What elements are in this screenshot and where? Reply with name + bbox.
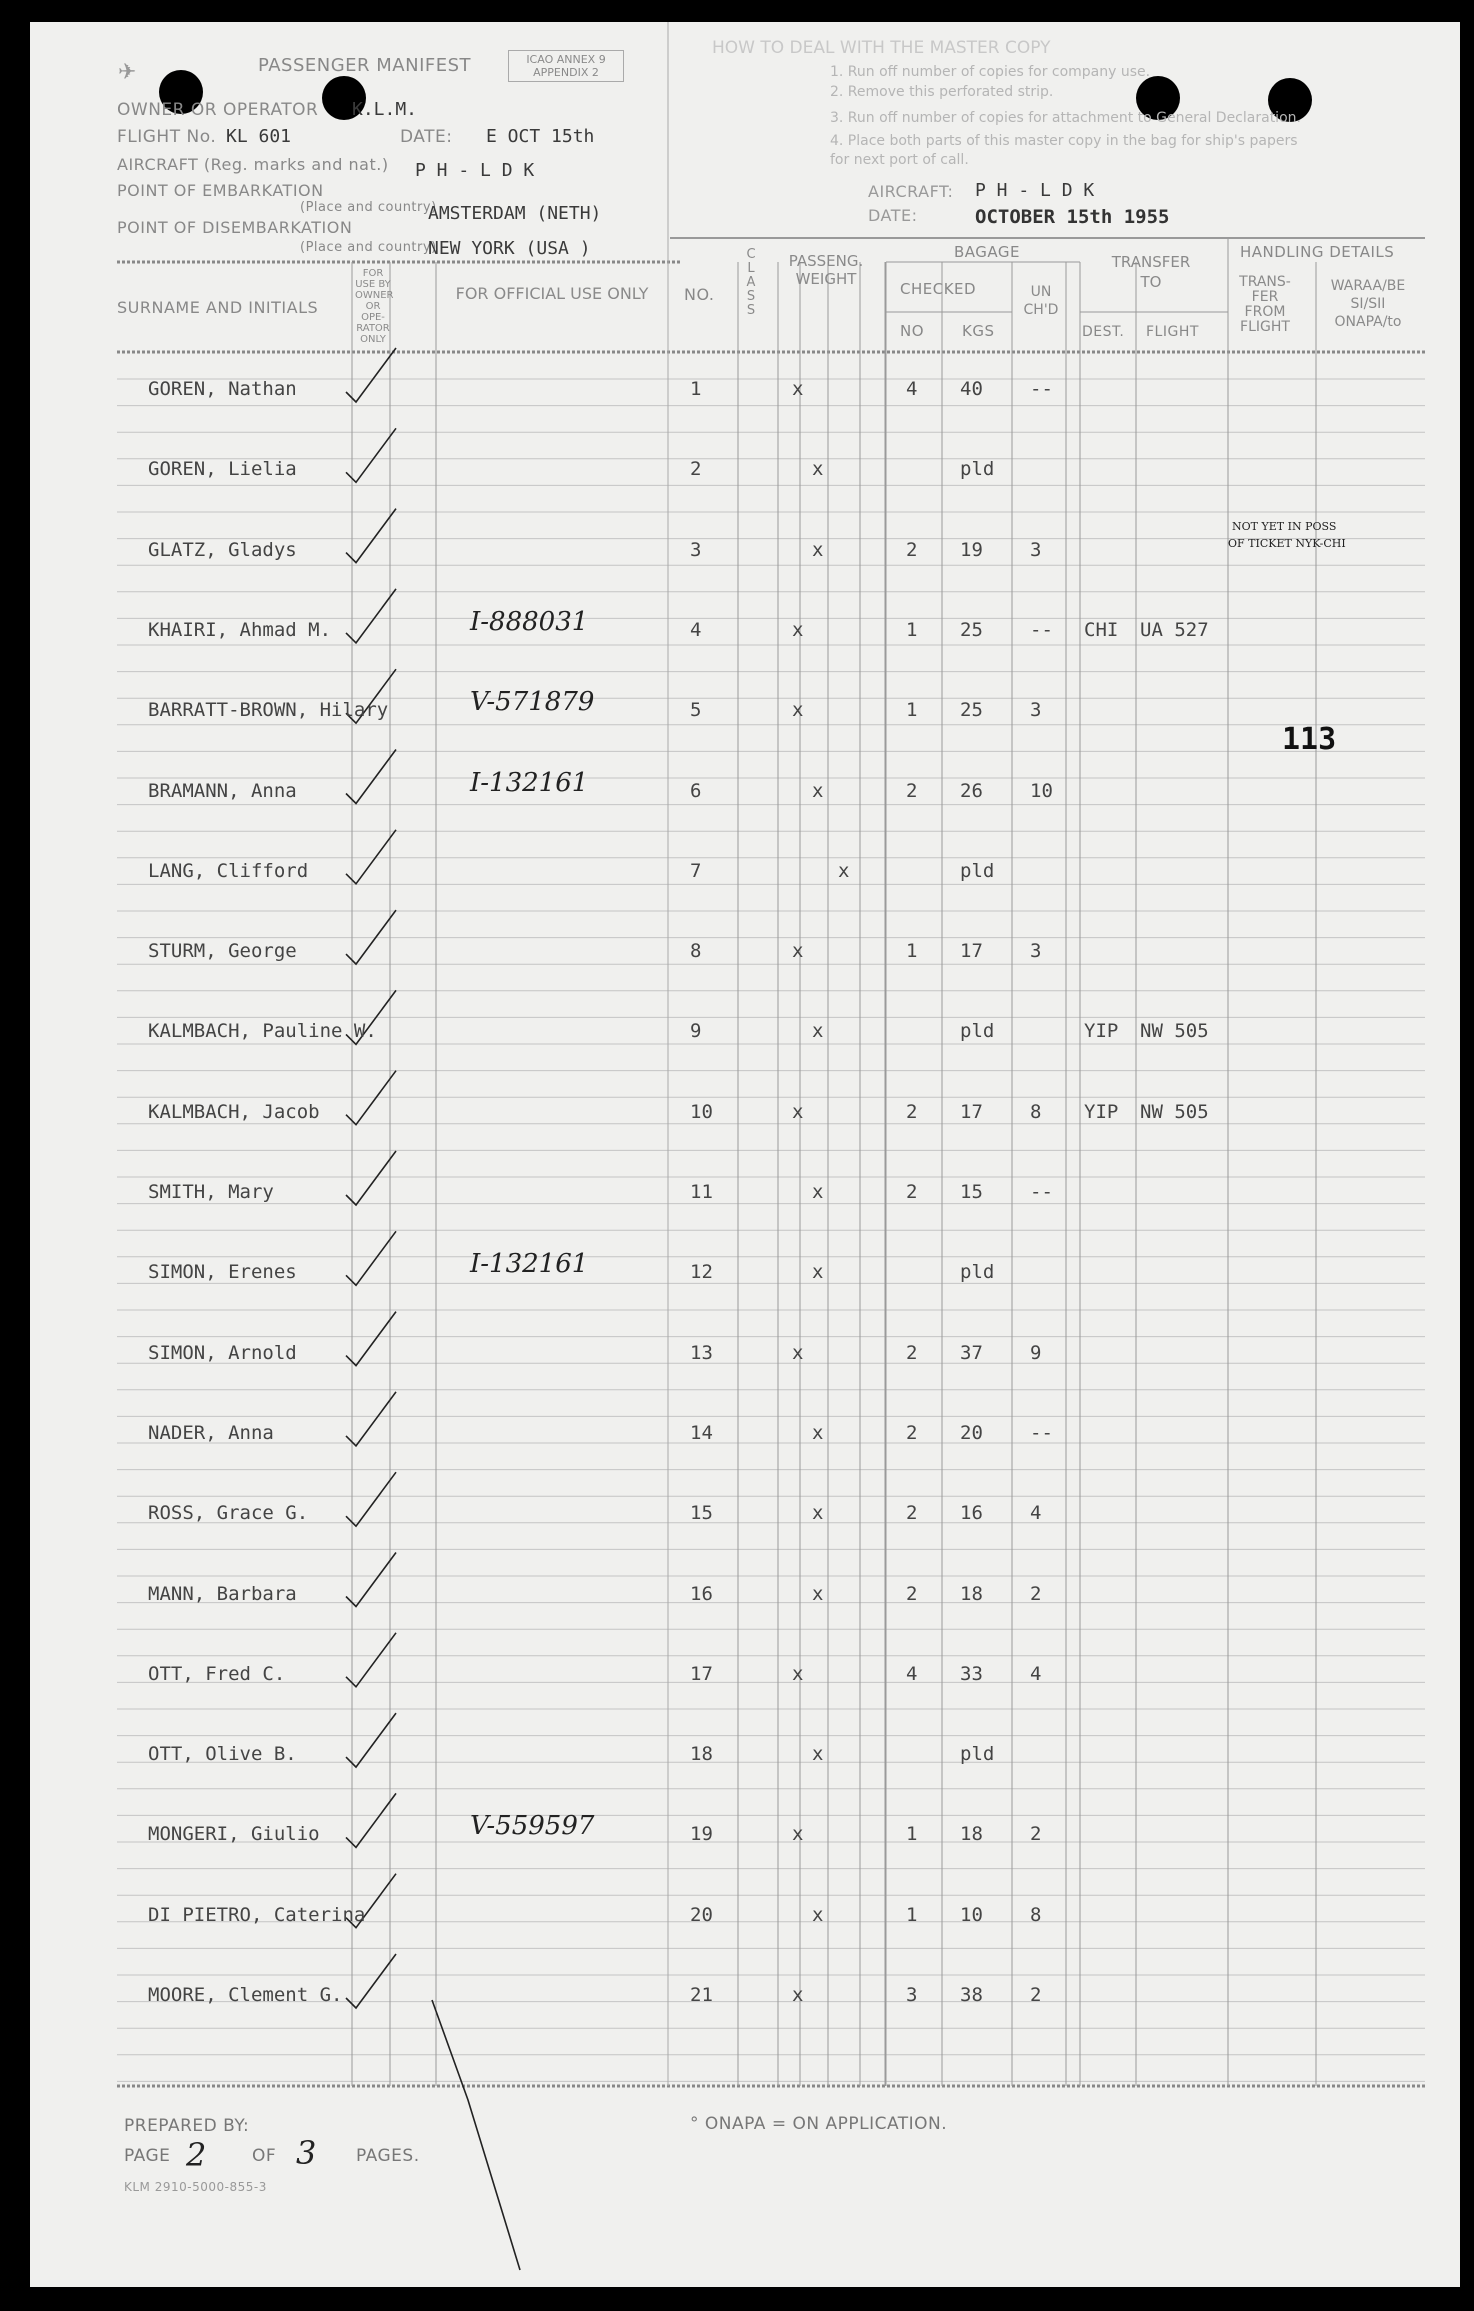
passenger-name: OTT, Fred C. (148, 1662, 286, 1685)
bag-kgs: 18 (960, 1582, 983, 1605)
master-copy-step: 3. Run off number of copies for attachment to General Declaration. (830, 110, 1301, 126)
check-mark-icon (346, 1151, 396, 1205)
page-label: PAGE (124, 2146, 171, 2166)
unchecked-bags: 2 (1030, 1984, 1042, 2006)
class-mark: x (792, 618, 804, 641)
master-copy-step: 4. Place both parts of this master copy in the bag for ship's papers (830, 133, 1298, 149)
pen-stroke (432, 2000, 520, 2270)
col-flight: FLIGHT (1146, 324, 1199, 340)
disembark-value: NEW YORK (USA ) (428, 238, 591, 259)
bag-kgs: 38 (960, 1984, 983, 2006)
unchecked-bags: 4 (1030, 1502, 1042, 1525)
mc-aircraft-label: AIRCRAFT: (868, 182, 954, 201)
class-mark: x (812, 779, 824, 802)
check-mark-icon (346, 1793, 396, 1847)
passenger-no: 9 (690, 1020, 702, 1043)
class-mark: x (812, 1261, 824, 1284)
unchecked-bags: -- (1030, 378, 1053, 400)
class-mark: x (792, 1823, 804, 1846)
official-visa-number: V-559597 (470, 1811, 595, 1842)
passenger-name: GOREN, Nathan (148, 378, 297, 400)
bag-count: 2 (906, 1502, 918, 1525)
bag-count: 4 (906, 1662, 918, 1685)
class-mark: x (792, 1662, 804, 1685)
bag-kgs: pld (960, 1743, 995, 1766)
unchecked-bags: 4 (1030, 1662, 1042, 1685)
passenger-name: MONGERI, Giulio (148, 1823, 320, 1846)
passenger-no: 11 (690, 1181, 713, 1203)
transfer-dest: YIP (1084, 1020, 1119, 1043)
passenger-no: 2 (690, 458, 702, 481)
passenger-name: NADER, Anna (148, 1421, 274, 1444)
passenger-no: 8 (690, 940, 702, 963)
class-mark: x (792, 699, 804, 722)
bag-kgs: 10 (960, 1903, 983, 1926)
col-bag-kgs: KGS (962, 322, 995, 340)
passenger-name: OTT, Olive B. (148, 1743, 297, 1766)
bag-kgs: 16 (960, 1502, 983, 1525)
transfer-flight: NW 505 (1140, 1100, 1209, 1123)
passenger-name: ROSS, Grace G. (148, 1502, 309, 1525)
disembark-label: POINT OF DISEMBARKATION (117, 218, 353, 237)
bag-kgs: 18 (960, 1823, 983, 1846)
passenger-no: 5 (690, 699, 702, 722)
col-owner-use: FOR USE BY OWNER OR OPE- RATOR ONLY (355, 268, 394, 345)
col-transfer-from: TRANS- FER FROM FLIGHT (1239, 274, 1291, 335)
passenger-name: SIMON, Arnold (148, 1341, 297, 1364)
bag-count: 3 (906, 1984, 918, 2006)
unchecked-bags: 3 (1030, 538, 1042, 561)
flight-value: KL 601 (226, 126, 292, 147)
passenger-no: 12 (690, 1261, 713, 1284)
passenger-name: MANN, Barbara (148, 1582, 297, 1605)
bag-count: 4 (906, 378, 918, 400)
transfer-flight: NW 505 (1140, 1020, 1209, 1043)
col-surname: SURNAME AND INITIALS (117, 298, 319, 317)
check-mark-icon (346, 830, 396, 884)
passenger-name: DI PIETRO, Caterina (148, 1903, 366, 1926)
transfer-flight: UA 527 (1140, 618, 1209, 641)
check-mark-icon (346, 589, 396, 643)
class-mark: x (812, 1582, 824, 1605)
bag-kgs: 15 (960, 1181, 983, 1203)
check-mark-icon (346, 1553, 396, 1607)
official-visa-number: V-571879 (470, 687, 595, 718)
col-checked: CHECKED (900, 280, 977, 298)
embark-value: AMSTERDAM (NETH) (428, 203, 602, 224)
check-mark-icon (346, 1633, 396, 1687)
class-mark: x (792, 1984, 804, 2006)
passenger-name: MOORE, Clement G. (148, 1984, 343, 2006)
bag-count: 2 (906, 1341, 918, 1364)
date-value: E OCT 15th (486, 126, 595, 147)
unchecked-bags: 2 (1030, 1823, 1042, 1846)
passenger-name: BRAMANN, Anna (148, 779, 297, 802)
col-handling: HANDLING DETAILS (1240, 243, 1395, 261)
passenger-no: 10 (690, 1100, 713, 1123)
check-mark-icon (346, 750, 396, 804)
check-mark-icon (346, 1392, 396, 1446)
passenger-no: 21 (690, 1984, 713, 2006)
check-mark-icon (346, 428, 396, 482)
unchecked-bags: 2 (1030, 1582, 1042, 1605)
class-mark: x (812, 1903, 824, 1926)
bag-count: 2 (906, 538, 918, 561)
unchecked-bags: 8 (1030, 1100, 1042, 1123)
check-mark-icon (346, 509, 396, 563)
disembark-sub: (Place and country) (300, 240, 437, 255)
class-mark: x (792, 1341, 804, 1364)
bag-kgs: 26 (960, 779, 983, 802)
transfer-dest: CHI (1084, 618, 1119, 641)
form-title: PASSENGER MANIFEST (258, 55, 472, 76)
handling-note: NOT YET IN POSS (1232, 520, 1337, 533)
col-class: CLASS (746, 247, 756, 318)
owner-label: OWNER OR OPERATOR (117, 100, 319, 120)
class-mark: x (812, 458, 824, 481)
aircraft-value: P H - L D K (415, 160, 535, 181)
passenger-name: BARRATT-BROWN, Hilary (148, 699, 389, 722)
bag-kgs: 37 (960, 1341, 983, 1364)
passenger-no: 7 (690, 859, 702, 882)
bag-kgs: 17 (960, 940, 983, 963)
passenger-no: 6 (690, 779, 702, 802)
col-bag-no: NO (900, 322, 925, 340)
bag-count: 1 (906, 699, 918, 722)
check-mark-icon (346, 348, 396, 402)
unchecked-bags: -- (1030, 1181, 1053, 1203)
master-copy-title: HOW TO DEAL WITH THE MASTER COPY (712, 38, 1051, 58)
unchecked-bags: 10 (1030, 779, 1053, 802)
official-visa-number: I-132161 (470, 1249, 589, 1280)
owner-value: K.L.M. (352, 99, 418, 120)
col-transfer: TRANSFER TO (1111, 253, 1191, 291)
check-mark-icon (346, 1231, 396, 1285)
flight-label: FLIGHT No. (117, 127, 217, 147)
class-mark: x (812, 1020, 824, 1043)
date-label: DATE: (400, 127, 453, 147)
mc-date-label: DATE: (868, 206, 918, 225)
official-visa-number: I-888031 (470, 606, 589, 637)
class-mark: x (812, 1502, 824, 1525)
bag-kgs: pld (960, 1261, 995, 1284)
mc-aircraft-value: P H - L D K (975, 180, 1095, 201)
passenger-no: 14 (690, 1421, 713, 1444)
passenger-name: KALMBACH, Jacob (148, 1100, 320, 1123)
airline-logo-icon: ✈ (118, 60, 137, 85)
of-label: OF (252, 2146, 277, 2166)
class-mark: x (792, 378, 804, 400)
handling-note: OF TICKET NYK-CHI (1228, 537, 1346, 550)
bag-count: 2 (906, 1181, 918, 1203)
bag-kgs: 17 (960, 1100, 983, 1123)
bag-kgs: 33 (960, 1662, 983, 1685)
bag-kgs: pld (960, 458, 995, 481)
bag-count: 2 (906, 1100, 918, 1123)
class-mark: x (812, 1743, 824, 1766)
prepared-by-label: PREPARED BY: (124, 2116, 250, 2136)
class-mark: x (792, 940, 804, 963)
unchecked-bags: 9 (1030, 1341, 1042, 1364)
mc-date-value: OCTOBER 15th 1955 (975, 206, 1170, 228)
col-bagage: BAGAGE (954, 243, 1021, 261)
col-passeng: PASSENG. WEIGHT (788, 252, 864, 288)
passenger-name: KALMBACH, Pauline W. (148, 1020, 377, 1043)
col-unchd: UN CH'D (1023, 284, 1059, 318)
check-mark-icon (346, 1312, 396, 1366)
onapa-note: ° ONAPA = ON APPLICATION. (690, 2114, 948, 2134)
bag-count: 1 (906, 618, 918, 641)
col-waraa: WARAA/BE SI/SII ONAPA/to (1330, 278, 1406, 330)
passenger-name: GLATZ, Gladys (148, 538, 297, 561)
passenger-no: 16 (690, 1582, 713, 1605)
class-mark: x (812, 1421, 824, 1444)
official-visa-number: I-132161 (470, 767, 589, 798)
class-mark: x (838, 859, 850, 882)
class-mark: x (812, 1181, 824, 1203)
transfer-dest: YIP (1084, 1100, 1119, 1123)
embark-sub: (Place and country) (300, 200, 437, 215)
bag-kgs: 25 (960, 699, 983, 722)
bag-count: 2 (906, 1421, 918, 1444)
passenger-no: 19 (690, 1823, 713, 1846)
of-value: 3 (296, 2134, 317, 2172)
aircraft-label: AIRCRAFT (Reg. marks and nat.) (117, 155, 389, 174)
unchecked-bags: -- (1030, 618, 1053, 641)
passenger-name: STURM, George (148, 940, 297, 963)
bag-kgs: pld (960, 859, 995, 882)
bag-count: 2 (906, 1582, 918, 1605)
passenger-no: 15 (690, 1502, 713, 1525)
bag-count: 1 (906, 1823, 918, 1846)
col-official: FOR OFFICIAL USE ONLY (455, 284, 649, 303)
passenger-name: SIMON, Erenes (148, 1261, 297, 1284)
passenger-name: SMITH, Mary (148, 1181, 274, 1203)
master-copy-step: for next port of call. (830, 152, 969, 168)
bag-count: 1 (906, 940, 918, 963)
form-code: KLM 2910-5000-855-3 (124, 2180, 267, 2194)
bag-kgs: 25 (960, 618, 983, 641)
passenger-name: KHAIRI, Ahmad M. (148, 618, 332, 641)
passenger-name: GOREN, Lielia (148, 458, 297, 481)
col-no: NO. (684, 285, 715, 304)
unchecked-bags: -- (1030, 1421, 1053, 1444)
passenger-name: LANG, Clifford (148, 859, 309, 882)
bag-kgs: 20 (960, 1421, 983, 1444)
bag-kgs: pld (960, 1020, 995, 1043)
page-stamp-number: 113 (1282, 722, 1337, 757)
passenger-no: 13 (690, 1341, 713, 1364)
passenger-no: 17 (690, 1662, 713, 1685)
passenger-no: 3 (690, 538, 702, 561)
bag-count: 2 (906, 779, 918, 802)
master-copy-step: 2. Remove this perforated strip. (830, 84, 1054, 100)
bag-count: 1 (906, 1903, 918, 1926)
embark-label: POINT OF EMBARKATION (117, 181, 324, 200)
class-mark: x (792, 1100, 804, 1123)
bag-kgs: 40 (960, 378, 983, 400)
check-mark-icon (346, 1472, 396, 1526)
passenger-no: 1 (690, 378, 702, 400)
pages-label: PAGES. (356, 2146, 420, 2166)
page-value: 2 (186, 2136, 207, 2174)
unchecked-bags: 3 (1030, 699, 1042, 722)
passenger-no: 4 (690, 618, 702, 641)
master-copy-step: 1. Run off number of copies for company use. (830, 64, 1151, 80)
icao-box: ICAO ANNEX 9 APPENDIX 2 (508, 50, 624, 82)
passenger-no: 18 (690, 1743, 713, 1766)
unchecked-bags: 8 (1030, 1903, 1042, 1926)
check-mark-icon (346, 1954, 396, 2008)
col-dest: DEST. (1082, 324, 1125, 340)
unchecked-bags: 3 (1030, 940, 1042, 963)
check-mark-icon (346, 1713, 396, 1767)
class-mark: x (812, 538, 824, 561)
bag-kgs: 19 (960, 538, 983, 561)
passenger-no: 20 (690, 1903, 713, 1926)
